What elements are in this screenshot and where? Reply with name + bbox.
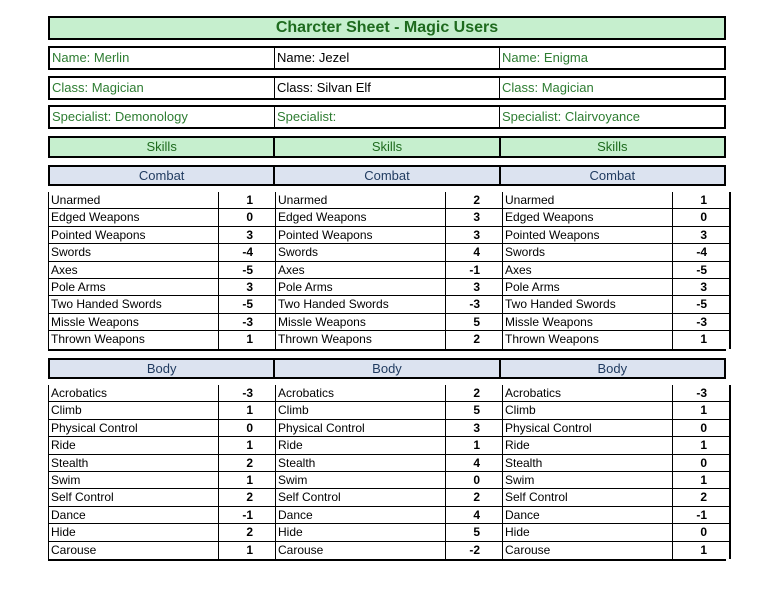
skill-name: Unarmed — [276, 192, 446, 208]
skill-name: Self Control — [276, 489, 446, 505]
class-cell-merlin: Class: Magician — [52, 80, 144, 95]
name-cell-enigma: Name: Enigma — [499, 48, 724, 68]
skill-name: Acrobatics — [49, 385, 219, 401]
skill-value: 0 — [473, 472, 480, 487]
table-row — [49, 455, 275, 472]
skill-name: Dance — [276, 507, 446, 523]
skill-value: 2 — [700, 490, 707, 505]
table-row — [503, 472, 729, 489]
skill-value: 2 — [246, 525, 253, 540]
skill-name: Edged Weapons — [276, 209, 446, 225]
skill-value: -1 — [242, 507, 253, 522]
class-row — [48, 76, 726, 100]
body-header: Body — [273, 360, 498, 377]
table-row — [49, 227, 275, 244]
table-row — [503, 402, 729, 419]
skill-value: -3 — [696, 314, 707, 329]
table-row — [503, 262, 729, 279]
skill-value: -3 — [242, 314, 253, 329]
skill-name: Axes — [276, 262, 446, 278]
skill-value: 4 — [473, 507, 480, 522]
skill-name: Axes — [49, 262, 219, 278]
table-row — [49, 420, 275, 437]
skill-value: 0 — [700, 525, 707, 540]
skill-name: Carouse — [276, 542, 446, 559]
table-row — [503, 279, 729, 296]
skill-value: 1 — [700, 193, 707, 207]
skill-name: Self Control — [503, 489, 673, 505]
skill-name: Two Handed Swords — [276, 296, 446, 312]
table-row — [503, 314, 729, 331]
skill-name: Swim — [276, 472, 446, 488]
skill-value: -5 — [242, 262, 253, 277]
skill-value: 4 — [473, 245, 480, 260]
table-row — [49, 331, 275, 348]
skill-value: 1 — [700, 542, 707, 557]
skill-name: Physical Control — [276, 420, 446, 436]
skill-value: -5 — [242, 297, 253, 312]
table-row — [276, 385, 502, 402]
table-row — [49, 244, 275, 261]
table-row — [503, 507, 729, 524]
table-row — [503, 296, 729, 313]
skill-name: Physical Control — [49, 420, 219, 436]
table-row — [503, 542, 729, 559]
combat-column-enigma — [503, 192, 731, 349]
skill-value: 3 — [700, 227, 707, 242]
table-row — [276, 209, 502, 226]
specialist-cell-merlin: Specialist: Demonology — [52, 109, 188, 124]
skill-name: Edged Weapons — [503, 209, 673, 225]
table-row — [503, 209, 729, 226]
skill-name: Dance — [49, 507, 219, 523]
skill-name: Hide — [503, 524, 673, 540]
table-row — [503, 192, 729, 209]
sheet-title: Charcter Sheet - Magic Users — [48, 16, 726, 40]
skills-header: Skills — [146, 139, 177, 154]
table-row — [276, 542, 502, 559]
table-row — [276, 192, 502, 209]
body-column-jezel — [276, 385, 503, 559]
skill-value: 0 — [246, 210, 253, 225]
table-row — [276, 314, 502, 331]
skill-name: Climb — [276, 402, 446, 418]
table-row — [276, 296, 502, 313]
table-row — [49, 507, 275, 524]
skill-value: -2 — [469, 542, 480, 557]
body-table — [48, 385, 726, 561]
skill-value: 3 — [473, 420, 480, 435]
skill-value: 1 — [473, 438, 480, 453]
specialist-cell-jezel: Specialist: — [274, 107, 499, 127]
class-cell-jezel: Class: Silvan Elf — [274, 78, 499, 98]
skill-name: Unarmed — [503, 192, 673, 208]
table-row — [503, 489, 729, 506]
skill-name: Self Control — [49, 489, 219, 505]
skill-value: -3 — [469, 297, 480, 312]
name-row — [48, 46, 726, 70]
skill-name: Dance — [503, 507, 673, 523]
skill-name: Carouse — [503, 542, 673, 559]
skill-name: Stealth — [49, 455, 219, 471]
skill-value: 2 — [473, 490, 480, 505]
combat-header: Combat — [273, 167, 498, 184]
combat-header: Combat — [138, 168, 185, 183]
skill-value: 3 — [700, 279, 707, 294]
skill-name: Thrown Weapons — [276, 331, 446, 348]
body-header-row — [48, 358, 726, 379]
body-header: Body — [146, 361, 177, 376]
skill-value: 1 — [246, 472, 253, 487]
skill-name: Swords — [276, 244, 446, 260]
skill-name: Physical Control — [503, 420, 673, 436]
combat-header: Combat — [499, 167, 724, 184]
skill-name: Pole Arms — [276, 279, 446, 295]
table-row — [276, 489, 502, 506]
table-row — [49, 524, 275, 541]
skill-value: 1 — [700, 438, 707, 453]
skills-header-row — [48, 136, 726, 158]
table-row — [503, 244, 729, 261]
skill-value: 5 — [473, 403, 480, 418]
skill-name: Thrown Weapons — [49, 331, 219, 348]
skill-value: -4 — [696, 245, 707, 260]
body-column-merlin — [49, 385, 276, 559]
table-row — [49, 262, 275, 279]
table-row — [276, 472, 502, 489]
skill-name: Pole Arms — [503, 279, 673, 295]
name-cell-jezel: Name: Jezel — [274, 48, 499, 68]
skill-value: 3 — [473, 227, 480, 242]
skill-name: Pointed Weapons — [49, 227, 219, 243]
combat-table — [48, 192, 726, 351]
skill-value: 2 — [473, 193, 480, 207]
table-row — [276, 402, 502, 419]
skill-name: Edged Weapons — [49, 209, 219, 225]
table-row — [503, 420, 729, 437]
skill-value: 1 — [246, 332, 253, 347]
skills-header: Skills — [273, 138, 498, 156]
table-row — [503, 455, 729, 472]
skill-name: Missle Weapons — [276, 314, 446, 330]
skill-name: Unarmed — [49, 192, 219, 208]
skill-value: 1 — [700, 403, 707, 418]
specialist-cell-enigma: Specialist: Clairvoyance — [499, 107, 724, 127]
table-row — [503, 524, 729, 541]
skill-name: Pointed Weapons — [276, 227, 446, 243]
table-row — [276, 331, 502, 348]
skill-name: Swim — [503, 472, 673, 488]
skill-value: 2 — [473, 386, 480, 400]
table-row — [49, 437, 275, 454]
skill-value: 3 — [246, 279, 253, 294]
skill-name: Two Handed Swords — [503, 296, 673, 312]
table-row — [276, 244, 502, 261]
skill-name: Stealth — [503, 455, 673, 471]
skill-name: Acrobatics — [503, 385, 673, 401]
table-row — [276, 507, 502, 524]
skill-value: 5 — [473, 314, 480, 329]
skill-value: -4 — [242, 245, 253, 260]
table-row — [276, 227, 502, 244]
table-row — [503, 331, 729, 348]
skill-value: 1 — [700, 332, 707, 347]
skill-name: Hide — [276, 524, 446, 540]
skill-name: Hide — [49, 524, 219, 540]
table-row — [503, 437, 729, 454]
table-row — [276, 455, 502, 472]
skill-value: 1 — [700, 472, 707, 487]
specialist-row — [48, 105, 726, 129]
skill-value: 0 — [700, 420, 707, 435]
skill-name: Carouse — [49, 542, 219, 559]
table-row — [49, 209, 275, 226]
skill-value: -3 — [696, 386, 707, 400]
skill-name: Acrobatics — [276, 385, 446, 401]
skill-value: 2 — [246, 490, 253, 505]
skill-name: Climb — [503, 402, 673, 418]
skill-name: Swords — [49, 244, 219, 260]
skill-name: Swords — [503, 244, 673, 260]
skill-value: -5 — [696, 297, 707, 312]
name-cell-merlin: Name: Merlin — [52, 50, 130, 65]
combat-header-row — [48, 165, 726, 186]
skill-value: -1 — [469, 262, 480, 277]
skill-value: 0 — [246, 420, 253, 435]
combat-column-merlin — [49, 192, 276, 349]
skill-value: 3 — [246, 227, 253, 242]
skill-name: Thrown Weapons — [503, 331, 673, 348]
skill-value: 2 — [246, 455, 253, 470]
skill-name: Ride — [503, 437, 673, 453]
skill-name: Ride — [276, 437, 446, 453]
skill-value: 0 — [700, 455, 707, 470]
skill-value: 3 — [473, 279, 480, 294]
skill-value: 5 — [473, 525, 480, 540]
skill-value: 1 — [246, 193, 253, 207]
table-row — [276, 279, 502, 296]
skill-name: Stealth — [276, 455, 446, 471]
skill-value: -1 — [696, 507, 707, 522]
skill-name: Ride — [49, 437, 219, 453]
skill-value: 1 — [246, 403, 253, 418]
skill-value: 1 — [246, 438, 253, 453]
skill-value: 4 — [473, 455, 480, 470]
skill-value: 1 — [246, 542, 253, 557]
table-row — [49, 385, 275, 402]
table-row — [49, 279, 275, 296]
table-row — [503, 385, 729, 402]
table-row — [49, 402, 275, 419]
skill-value: 2 — [473, 332, 480, 347]
table-row — [276, 524, 502, 541]
skill-value: 0 — [700, 210, 707, 225]
body-column-enigma — [503, 385, 731, 559]
table-row — [49, 472, 275, 489]
skills-header: Skills — [499, 138, 724, 156]
table-row — [276, 437, 502, 454]
table-row — [49, 489, 275, 506]
class-cell-enigma: Class: Magician — [499, 78, 724, 98]
table-row — [49, 542, 275, 559]
skill-value: 3 — [473, 210, 480, 225]
skill-name: Climb — [49, 402, 219, 418]
table-row — [503, 227, 729, 244]
table-row — [49, 314, 275, 331]
skill-name: Two Handed Swords — [49, 296, 219, 312]
skill-value: -5 — [696, 262, 707, 277]
skill-name: Missle Weapons — [503, 314, 673, 330]
table-row — [49, 296, 275, 313]
table-row — [276, 262, 502, 279]
skill-name: Swim — [49, 472, 219, 488]
body-header: Body — [499, 360, 724, 377]
combat-column-jezel — [276, 192, 503, 349]
table-row — [49, 192, 275, 209]
table-row — [276, 420, 502, 437]
skill-value: -3 — [242, 386, 253, 400]
skill-name: Missle Weapons — [49, 314, 219, 330]
skill-name: Axes — [503, 262, 673, 278]
skill-name: Pointed Weapons — [503, 227, 673, 243]
skill-name: Pole Arms — [49, 279, 219, 295]
